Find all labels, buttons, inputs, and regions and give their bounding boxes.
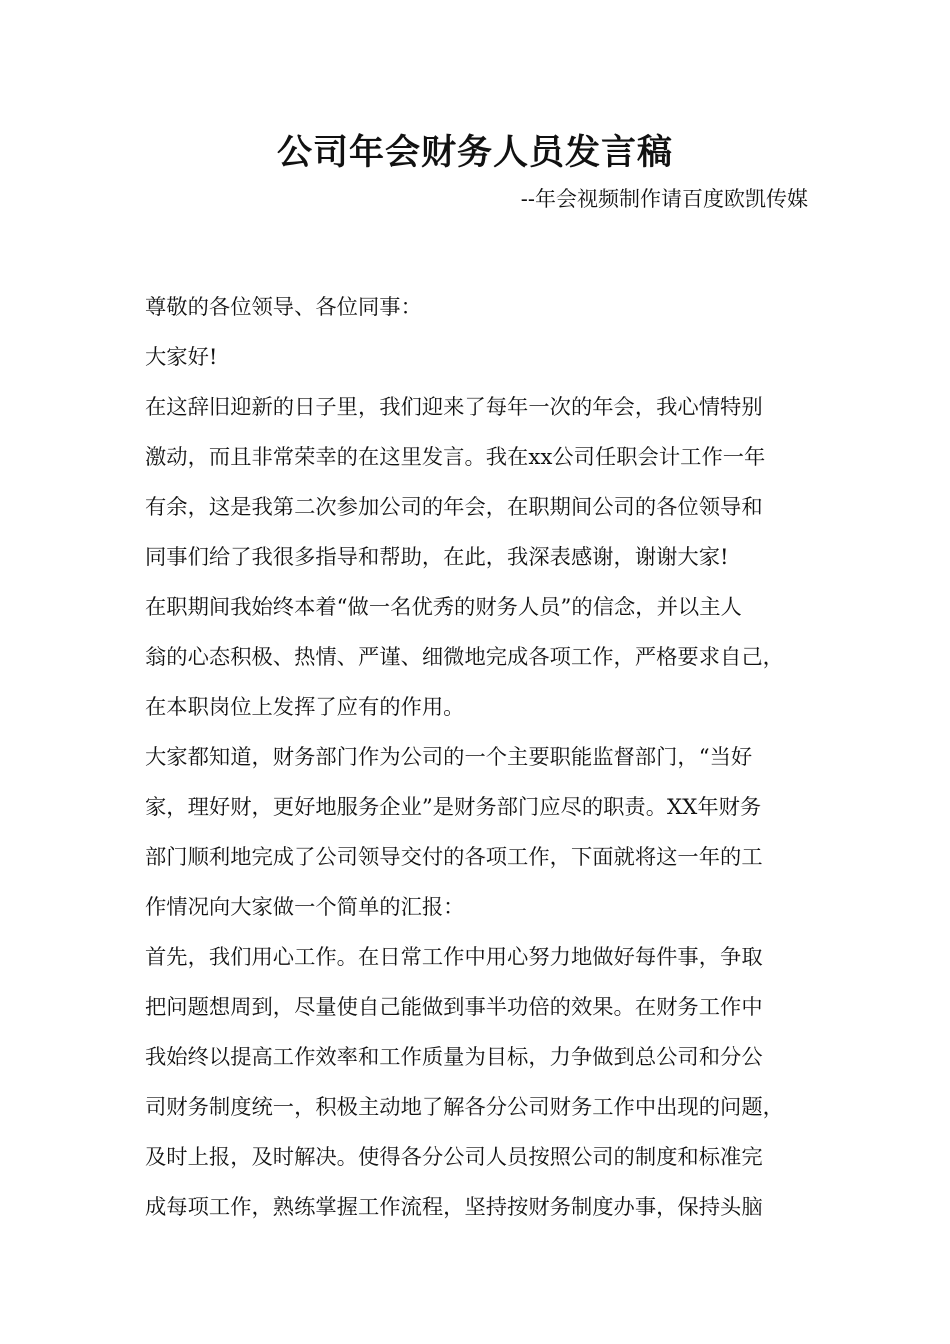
body-line: 及时上报，及时解决。使得各分公司人员按照公司的制度和标准完 [145, 1145, 763, 1170]
document-subtitle: --年会视频制作请百度欧凯传媒 [520, 187, 808, 211]
body-line: 家，理好财，更好地服务企业”是财务部门应尽的职责。XX年财务 [145, 795, 762, 820]
body-line: 我始终以提高工作效率和工作质量为目标，力争做到总公司和分公 [145, 1045, 763, 1070]
document-body [145, 283, 810, 1233]
body-line: 在职期间我始终本着“做一名优秀的财务人员”的信念，并以主人 [145, 595, 742, 620]
body-line: 翁的心态积极、热情、严谨、细微地完成各项工作，严格要求自己， [145, 645, 784, 670]
body-line: 在这辞旧迎新的日子里，我们迎来了每年一次的年会，我心情特别 [145, 395, 763, 420]
body-line: 激动，而且非常荣幸的在这里发言。我在xx公司任职会计工作一年 [145, 445, 766, 470]
body-line: 有余，这是我第二次参加公司的年会，在职期间公司的各位领导和 [145, 495, 763, 520]
body-line: 首先，我们用心工作。在日常工作中用心努力地做好每件事，争取 [145, 945, 763, 970]
body-line: 大家都知道，财务部门作为公司的一个主要职能监督部门，“当好 [145, 745, 753, 770]
body-line: 大家好! [145, 345, 218, 370]
body-line: 成每项工作，熟练掌握工作流程，坚持按财务制度办事，保持头脑 [145, 1195, 763, 1220]
body-line: 把问题想周到，尽量使自己能做到事半功倍的效果。在财务工作中 [145, 995, 763, 1020]
body-line: 部门顺利地完成了公司领导交付的各项工作，下面就将这一年的工 [145, 845, 763, 870]
body-line: 作情况向大家做一个简单的汇报： [145, 895, 465, 920]
body-line: 在本职岗位上发挥了应有的作用。 [145, 695, 465, 720]
document-title: 公司年会财务人员发言稿 [276, 132, 673, 173]
body-line: 司财务制度统一，积极主动地了解各分公司财务工作中出现的问题， [145, 1095, 784, 1120]
body-line: 同事们给了我很多指导和帮助，在此，我深表感谢，谢谢大家! [145, 545, 729, 570]
body-line: 尊敬的各位领导、各位同事： [145, 295, 422, 320]
